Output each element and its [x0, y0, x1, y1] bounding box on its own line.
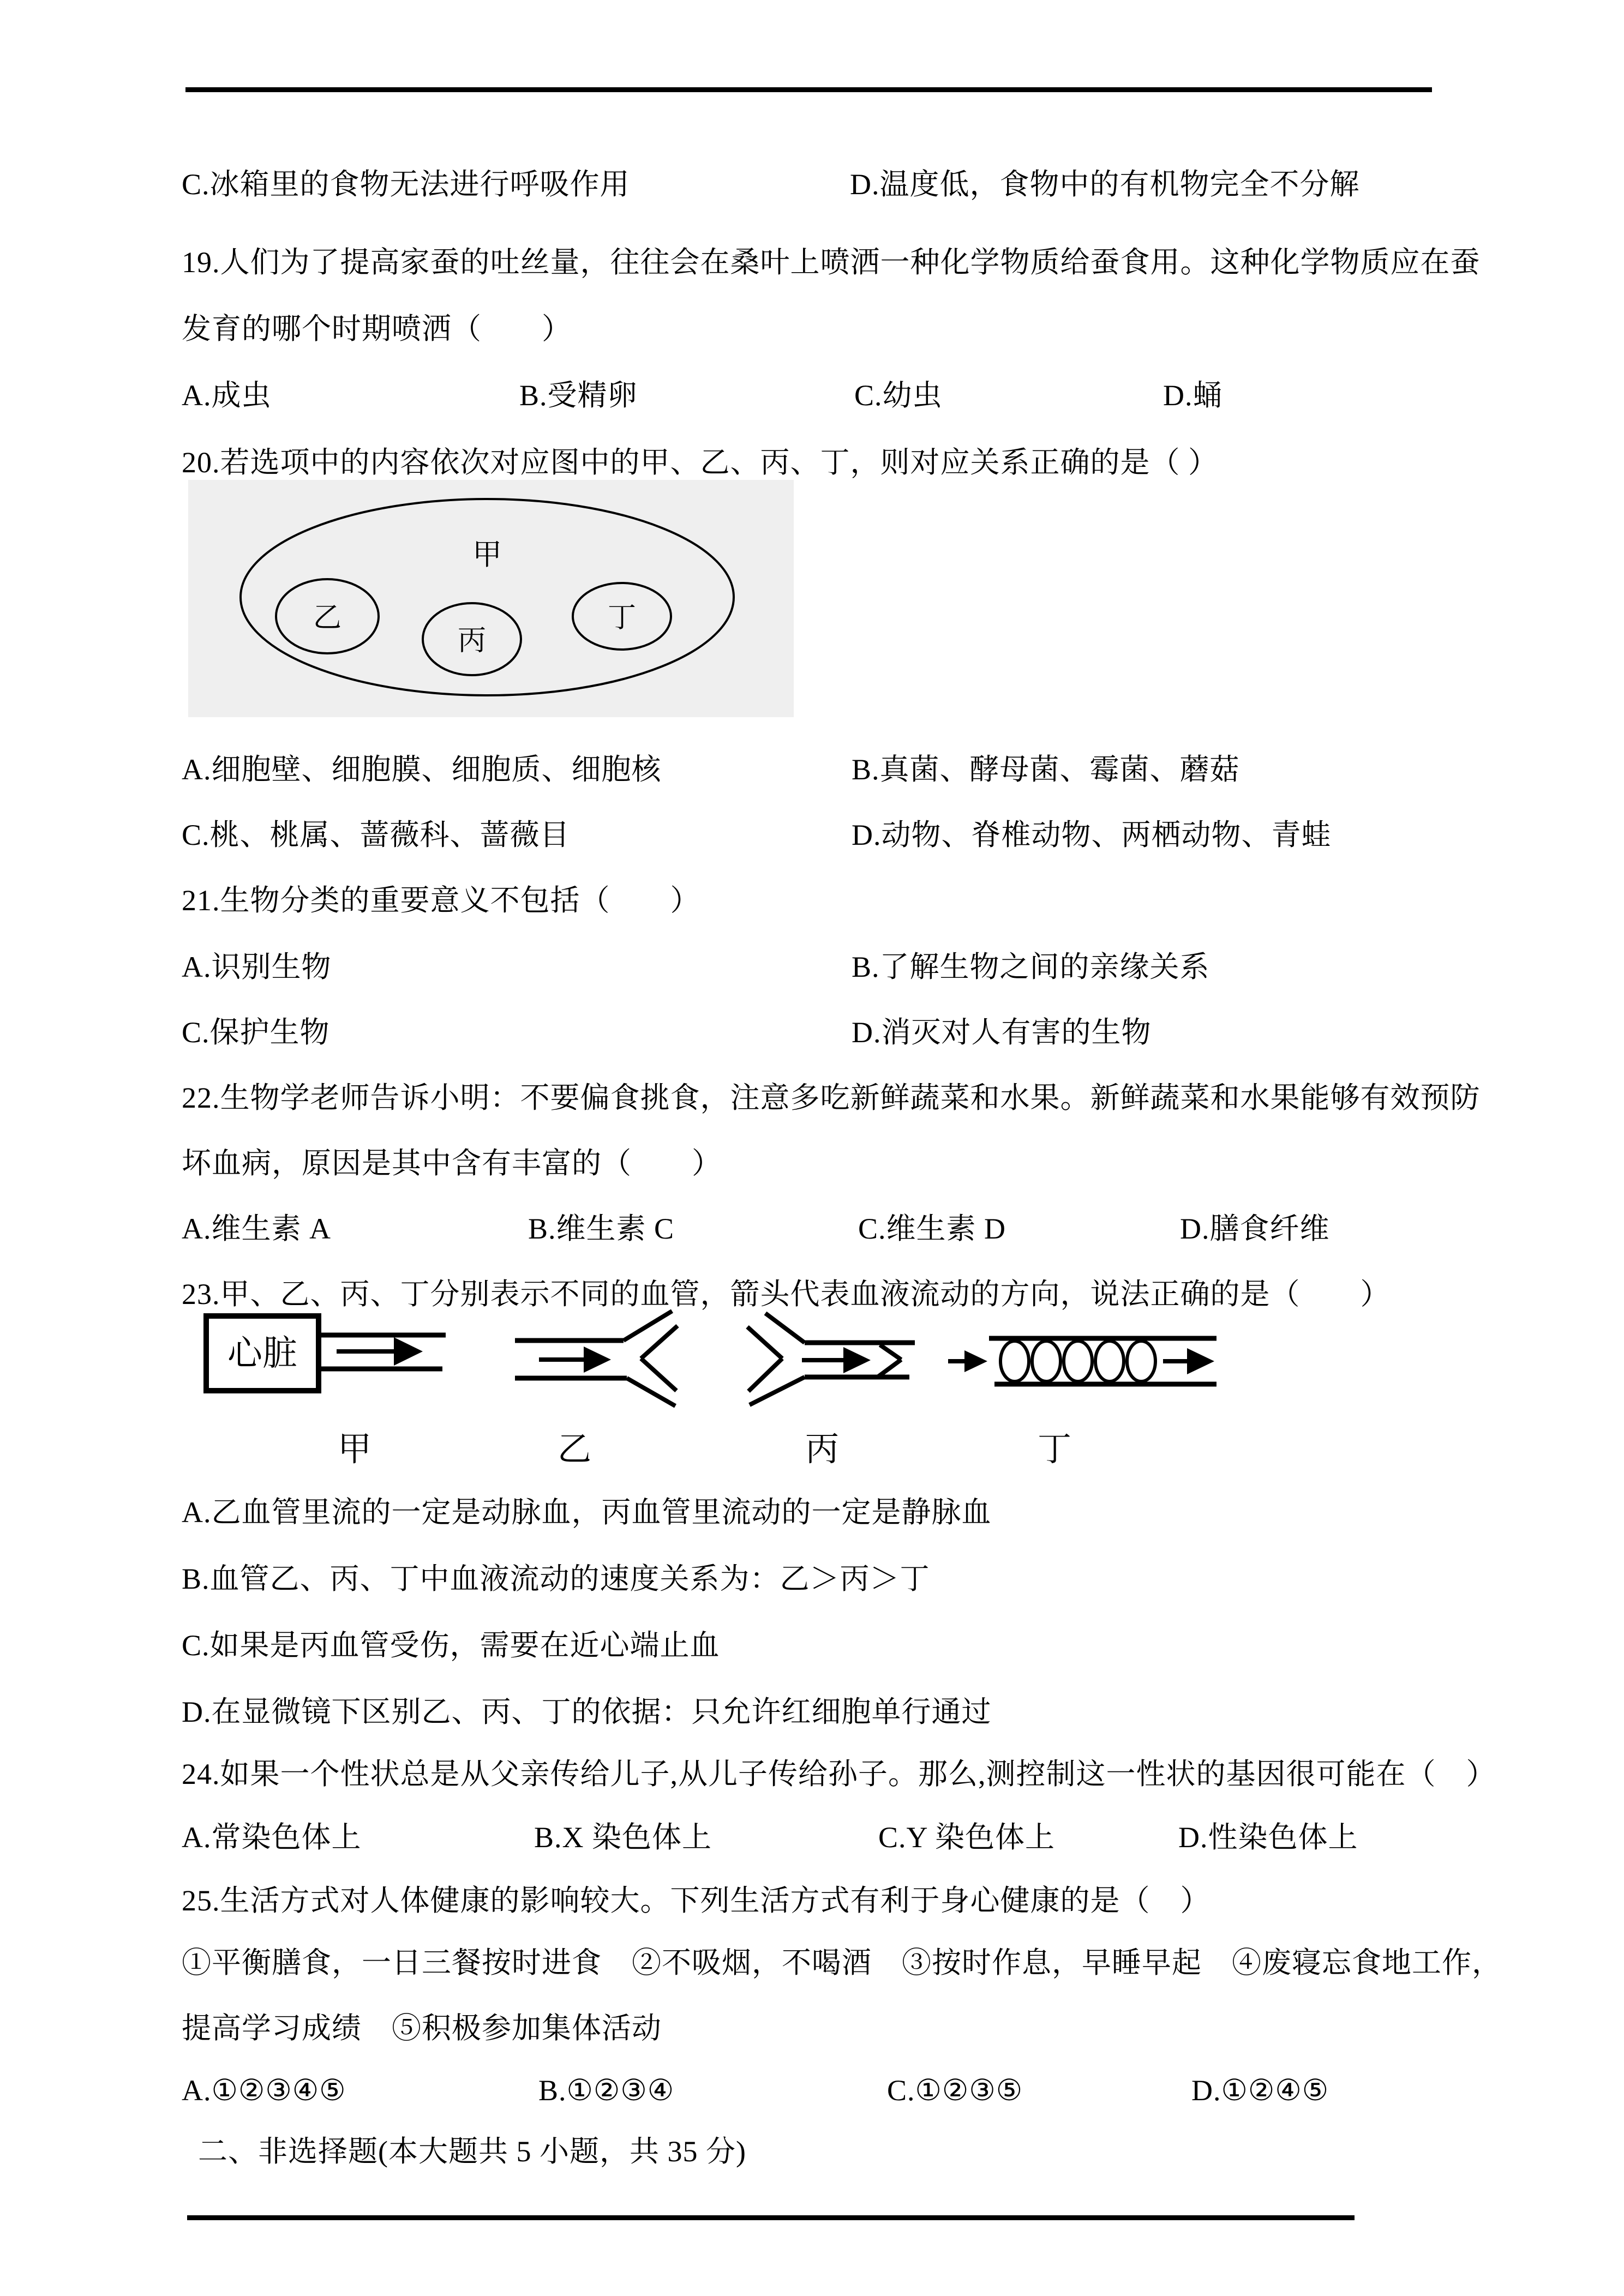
flow-arrowhead-ding-right [1187, 1348, 1214, 1374]
q24-option-d: D.性染色体上 [1178, 1821, 1358, 1854]
q23-option-b: B.血管乙、丙、丁中血液流动的速度关系为：乙＞丙＞丁 [182, 1562, 930, 1595]
red-blood-cell [1127, 1341, 1155, 1381]
vessel-label-bing: 丙 [805, 1431, 840, 1468]
q19-option-c: C.幼虫 [854, 379, 943, 412]
q25-option-c: C.①②③⑤ [887, 2074, 1023, 2107]
vessel-yi-inner-wall-top [641, 1326, 678, 1359]
vessel-yi-inner-wall-bottom [641, 1359, 676, 1391]
q22-option-b: B.维生素 C [528, 1212, 675, 1245]
q18-option-c: C.冰箱里的食物无法进行呼吸作用 [182, 168, 630, 201]
q24-option-b: B.X 染色体上 [534, 1821, 712, 1854]
vessel-label-yi: 乙 [557, 1431, 592, 1468]
vessel-bing-end-wall-top [880, 1345, 901, 1360]
flow-arrowhead-bing [843, 1347, 871, 1373]
q21-option-d: D.消灭对人有害的生物 [852, 1016, 1152, 1049]
q23-option-a: A.乙血管里流的一定是动脉血，丙血管里流动的一定是静脉血 [182, 1496, 992, 1529]
q21-option-a: A.识别生物 [182, 951, 332, 983]
vessel-label-ding: 丁 [1037, 1431, 1072, 1468]
venn-label-bing: 丙 [457, 626, 487, 657]
q20-stem: 20.若选项中的内容依次对应图中的甲、乙、丙、丁，则对应关系正确的是（ ） [182, 446, 1218, 479]
vessel-bing-inner-wall-top [747, 1327, 782, 1359]
venn-panel [188, 480, 794, 717]
q20-option-a: A.细胞壁、细胞膜、细胞质、细胞核 [182, 753, 662, 786]
q24-stem: 24.如果一个性状总是从父亲传给儿子,从儿子传给孙子。那么,测控制这一性状的基因很可能在（ ） [182, 1758, 1496, 1790]
q25-stem: 25.生活方式对人体健康的影响较大。下列生活方式有利于身心健康的是（ ） [182, 1884, 1210, 1917]
q25-option-b: B.①②③④ [538, 2074, 675, 2107]
flow-arrowhead-ding-left [964, 1350, 987, 1372]
flow-arrowhead-yi [584, 1347, 611, 1373]
q24-option-a: A.常染色体上 [182, 1821, 362, 1854]
top-rule [185, 87, 1432, 92]
venn-label-yi: 乙 [313, 603, 342, 634]
q22-option-c: C.维生素 D [858, 1212, 1006, 1245]
q21-option-b: B.了解生物之间的亲缘关系 [852, 951, 1210, 983]
q20-option-d: D.动物、脊椎动物、两栖动物、青蛙 [852, 819, 1332, 851]
q19-option-d: D.蛹 [1163, 379, 1223, 412]
q20-option-b: B.真菌、酵母菌、霉菌、蘑菇 [852, 753, 1240, 786]
vessel-bing-top-branch [765, 1313, 805, 1343]
vessel-bing-end-wall-bottom [878, 1360, 901, 1377]
venn-label-ding: 丁 [607, 603, 637, 634]
red-blood-cell [1032, 1341, 1060, 1381]
q22-stem-line1: 22.生物学老师告诉小明：不要偏食挑食，注意多吃新鲜蔬菜和水果。新鲜蔬菜和水果能够有效预防 [182, 1081, 1481, 1114]
q22-option-a: A.维生素 A [182, 1212, 331, 1245]
q21-option-c: C.保护生物 [182, 1016, 330, 1049]
venn-outer-label: 甲 [472, 538, 502, 571]
venn-diagram [188, 480, 794, 717]
flow-arrowhead-jia [394, 1337, 423, 1366]
q23-option-d: D.在显微镜下区别乙、丙、丁的依据：只允许红细胞单行通过 [182, 1696, 992, 1728]
vessel-diagram [202, 1308, 1238, 1471]
q23-option-c: C.如果是丙血管受伤，需要在近心端止血 [182, 1629, 720, 1662]
q22-stem-line2: 坏血病，原因是其中含有丰富的（ ） [182, 1147, 722, 1180]
vessel-bing-inner-wall-bottom [748, 1359, 782, 1391]
red-blood-cell [1064, 1341, 1092, 1381]
section2-title: 二、非选择题(本大题共 5 小题，共 35 分) [198, 2135, 746, 2168]
q19-option-a: A.成虫 [182, 379, 272, 412]
bottom-rule [187, 2215, 1355, 2220]
q25-option-a: A.①②③④⑤ [182, 2074, 346, 2107]
q20-option-c: C.桃、桃属、蔷薇科、蔷薇目 [182, 819, 570, 851]
q22-option-d: D.膳食纤维 [1180, 1212, 1330, 1245]
q24-option-c: C.Y 染色体上 [878, 1821, 1056, 1854]
q18-option-d: D.温度低，食物中的有机物完全不分解 [850, 168, 1360, 201]
q23-stem: 23.甲、乙、丙、丁分别表示不同的血管，箭头代表血液流动的方向，说法正确的是（ ） [182, 1278, 1391, 1311]
vessel-label-jia: 甲 [337, 1431, 372, 1468]
q25-option-d: D.①②④⑤ [1191, 2074, 1329, 2107]
red-blood-cell [1095, 1341, 1124, 1381]
q19-option-b: B.受精卵 [519, 379, 638, 412]
q19-stem-line1: 19.人们为了提高家蚕的吐丝量，往往会在桑叶上喷洒一种化学物质给蚕食用。这种化学物质应在蚕 [182, 246, 1481, 279]
red-blood-cell [1000, 1341, 1029, 1381]
heart-label: 心脏 [227, 1334, 297, 1373]
q21-stem: 21.生物分类的重要意义不包括（ ） [182, 884, 700, 917]
q19-stem-line2: 发育的哪个时期喷洒（ ） [182, 312, 572, 345]
q25-items-line1: ①平衡膳食，一日三餐按时进食 ②不吸烟，不喝酒 ③按时作息，早睡早起 ④废寝忘食地工作， [182, 1946, 1502, 1979]
q25-items-line2: 提高学习成绩 ⑤积极参加集体活动 [182, 2012, 662, 2045]
